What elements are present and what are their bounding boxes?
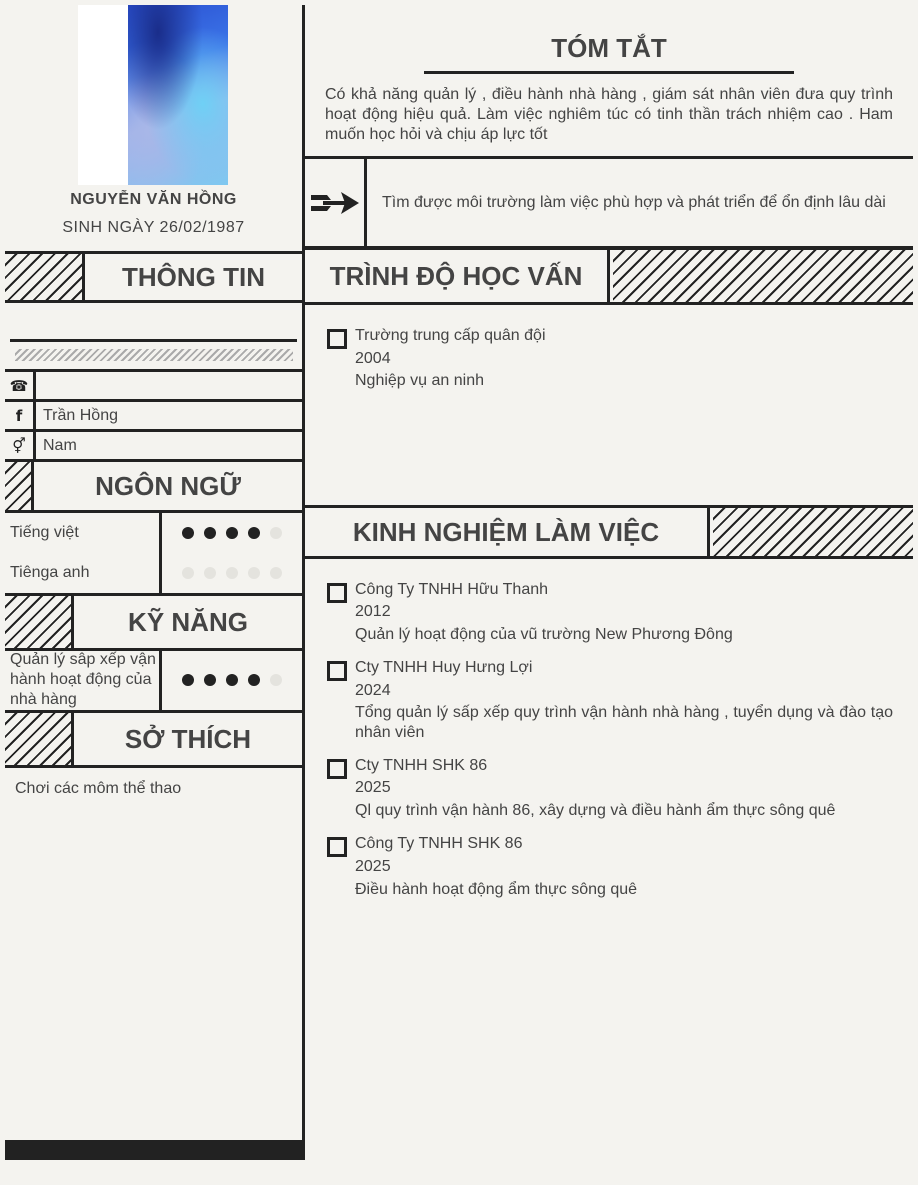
language-level [182,527,282,539]
experience-entry [325,658,895,748]
experience-year: 2024 [355,682,391,699]
footer-bar [5,1140,305,1160]
level-dot [204,674,216,686]
facebook-icon: f [5,402,36,429]
hobbies-text: Chơi các môm thể thao [15,780,182,797]
experience-desc: Điều hành hoạt động ẩm thực sông quê [355,881,638,898]
language-row [5,553,302,593]
summary-underline [424,71,794,74]
experience-entry [325,580,895,650]
education-major: Nghiệp vụ an ninh [355,372,484,389]
education-school: Trường trung cấp quân đội [355,327,546,344]
hobbies-hatch [5,713,74,765]
level-dot [226,527,238,539]
info-hatch-strip [15,349,293,361]
level-dot [182,674,194,686]
languages-section-title: NGÔN NGỮ [95,470,241,501]
info-row-phone [5,369,302,402]
checkbox-icon [327,329,347,349]
level-dot [248,567,260,579]
level-dot [182,567,194,579]
experience-company: Công Ty TNHH SHK 86 [355,835,523,852]
languages-section-header [5,459,302,513]
arrow-icon [311,189,359,217]
checkbox-icon [327,583,347,603]
language-name: Tiênga anh [10,564,90,581]
checkbox-icon [327,837,347,857]
level-dot [226,674,238,686]
skill-row [5,651,302,710]
experience-company: Cty TNHH SHK 86 [355,757,488,774]
experience-year: 2012 [355,603,391,620]
experience-desc: Tổng quản lý sấp xếp quy trình vận hành nhà hàng , tuyển dụng và đào tạo nhân viên [355,704,893,741]
experience-company: Công Ty TNHH Hữu Thanh [355,581,549,598]
level-dot [182,527,194,539]
education-year: 2004 [355,350,391,367]
info-row-facebook [5,402,302,432]
hobbies-section-header [5,710,302,768]
summary-text: Có khả năng quản lý , điều hành nhà hàng , giám sát nhân viên đưa quy trình hoạt động hiệu quả. Làm việc nghiêm túc có tinh thần trách nhiệm cao . Ham muốn học hỏi và chịu áp lực tốt [325,86,893,143]
education-entry [325,326,895,396]
info-section-header [5,251,302,303]
phone-icon: ☎ [5,372,36,399]
info-facebook-value: Trần Hồng [43,406,118,424]
info-hatch [5,254,85,300]
education-section-header [305,247,913,305]
education-hatch [613,250,913,302]
level-dot [204,567,216,579]
goal-box [305,156,913,249]
level-dot [270,527,282,539]
level-dot [226,567,238,579]
skill-name: Quản lý sâp xếp vận hành hoạt động của nhà hàng [10,651,156,708]
language-level [182,567,282,579]
experience-year: 2025 [355,858,391,875]
language-row [5,513,302,553]
profile-photo-image [128,5,228,185]
education-section-title: TRÌNH ĐỘ HỌC VẤN [305,250,610,302]
experience-section-title: KINH NGHIỆM LÀM VIỆC [305,508,710,556]
experience-entry [325,756,895,826]
profile-name: NGUYỄN VĂN HỒNG [70,191,237,208]
level-dot [270,567,282,579]
info-phone-value [36,372,43,399]
gender-icon: ⚥ [5,432,36,459]
goal-icon-box [305,159,367,246]
level-dot [270,674,282,686]
checkbox-icon [327,759,347,779]
info-gender-value: Nam [43,436,77,454]
profile-photo [78,5,228,185]
languages-hatch [5,462,34,510]
experience-hatch [713,508,913,556]
language-name: Tiếng việt [10,524,79,541]
experience-company: Cty TNHH Huy Hưng Lợi [355,659,533,676]
skills-section-title: KỸ NĂNG [128,606,248,637]
experience-entry [325,834,895,904]
skills-section-header [5,593,302,651]
checkbox-icon [327,661,347,681]
hobbies-section-title: SỞ THÍCH [124,723,252,754]
level-dot [248,674,260,686]
skill-level [182,674,282,686]
experience-section-header [305,505,913,559]
experience-desc: Quản lý hoạt động của vũ trường New Phương Đông [355,626,733,643]
profile-dob: SINH NGÀY 26/02/1987 [62,219,245,236]
info-divider [10,339,297,342]
experience-desc: Ql quy trình vận hành 86, xây dựng và điều hành ẩm thực sông quê [355,802,836,819]
skills-hatch [5,596,74,648]
goal-text: Tìm được môi trường làm việc phù hợp và phát triển để ổn định lâu dài [382,193,886,211]
level-dot [204,527,216,539]
left-column [0,0,305,1185]
info-row-gender [5,432,302,462]
experience-year: 2025 [355,779,391,796]
level-dot [248,527,260,539]
summary-section-title: TÓM TẮT [551,33,667,63]
info-section-title: THÔNG TIN [122,261,265,292]
